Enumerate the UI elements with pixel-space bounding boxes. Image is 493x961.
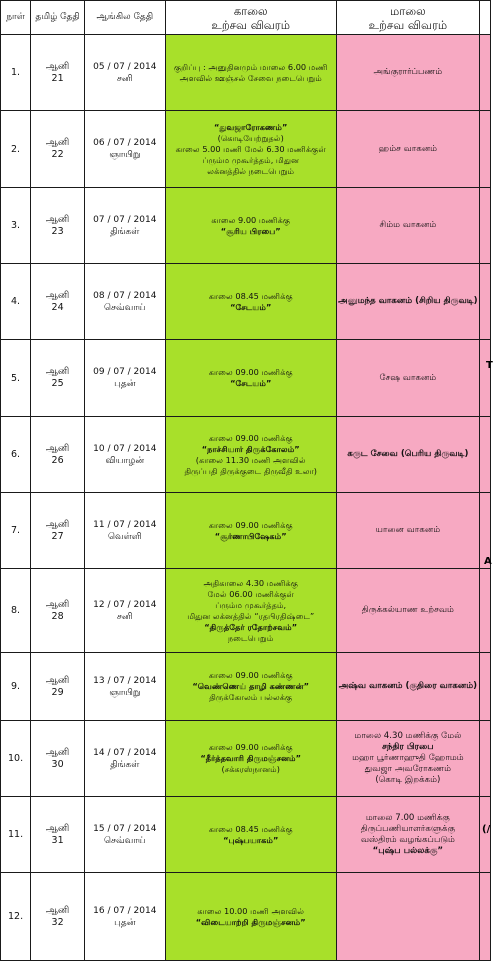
morning-line: “வெண்ணெய் தாழி கண்ணன்” (192, 681, 310, 691)
evening-line: மாலை 7.00 மணிக்கு (365, 812, 450, 823)
cut-column-cell (479, 653, 490, 721)
tamil-month: ஆனி (45, 598, 70, 610)
day-number: 7. (1, 493, 31, 569)
evening-event (336, 417, 479, 493)
morning-event (165, 797, 336, 873)
tamil-day: 22 (51, 149, 64, 160)
day-number: 11. (1, 797, 31, 873)
day-number: 9. (1, 653, 31, 721)
morning-event (165, 264, 336, 340)
cut-column-cell (479, 111, 490, 188)
cut-column-cell (479, 340, 490, 417)
tamil-month: ஆனி (45, 518, 70, 530)
tamil-month: ஆனி (45, 289, 70, 301)
tamil-day: 25 (51, 378, 64, 389)
tamil-day: 21 (51, 72, 64, 84)
evening-line: சேஷ வாகனம் (379, 372, 437, 383)
schedule-row (1, 653, 491, 721)
evening-line: மஹா பூர்ணாஹுதி ஹோமம் (352, 753, 464, 763)
cut-column-cell (479, 35, 490, 111)
right-edge-fragment-3: (/ (482, 824, 491, 835)
schedule-rows (1, 35, 491, 961)
morning-line: (சக்கரஸ்நானம்) (221, 764, 280, 774)
morning-header-line2: உற்சவ விவரம் (211, 17, 290, 32)
tamil-month: ஆனி (45, 822, 70, 834)
weekday: திங்கள் (110, 759, 140, 770)
evening-line: ஹம்ச வாகனம் (378, 143, 438, 154)
cut-column-cell (479, 188, 490, 264)
evening-line: யானை வாகனம் (375, 525, 441, 535)
weekday: சனி (116, 611, 133, 622)
english-date (85, 797, 165, 873)
tamil-day: 28 (51, 610, 64, 622)
english-date (85, 35, 165, 111)
morning-line: அளவில் ஊஞ்சல் சேவை நடைபெறும் (179, 72, 322, 83)
cut-column-cell (479, 721, 490, 797)
morning-line: “சூரிய பிரபை” (220, 225, 281, 236)
morning-line: “துவஜாரோகணம்” (214, 121, 288, 132)
gregorian-date: 08 / 07 / 2014 (93, 290, 157, 301)
day-no-header: நாள் (1, 1, 31, 35)
schedule-row (1, 721, 491, 797)
evening-header-line1: மாலை (390, 3, 426, 18)
tamil-date (31, 569, 85, 653)
morning-line: லக்னத்தில் நடைபெறும் (207, 165, 295, 176)
day-number: 4. (1, 264, 31, 340)
weekday: திங்கள் (110, 226, 140, 237)
english-date-header: ஆங்கில தேதி (85, 1, 165, 35)
morning-line: ப்ரும்ம முகூர்த்தம், மிதுன (202, 154, 300, 165)
gregorian-date: 15 / 07 / 2014 (93, 823, 157, 834)
evening-header (336, 1, 479, 35)
evening-event (336, 569, 479, 653)
schedule-row (1, 797, 491, 873)
day-number: 10. (1, 721, 31, 797)
english-date (85, 264, 165, 340)
cut-column-header (479, 1, 490, 35)
english-date (85, 653, 165, 721)
morning-line: காலை 09.00 மணிக்கு (208, 432, 293, 443)
evening-event (336, 111, 479, 188)
tamil-month: ஆனி (45, 60, 70, 72)
schedule-row (1, 493, 491, 569)
evening-line: அஷ்வ வாகனம் (குதிரை வாகனம்) (338, 681, 478, 691)
morning-line: காலை 10.00 மணி அளவில் (197, 905, 305, 916)
tamil-date (31, 797, 85, 873)
english-date (85, 111, 165, 188)
morning-line: நடைபெறும் (228, 632, 274, 643)
evening-event (336, 797, 479, 873)
gregorian-date: 16 / 07 / 2014 (93, 905, 157, 916)
schedule-row (1, 873, 491, 961)
morning-line: “சேடயம்” (230, 301, 272, 312)
morning-line: காலை 9.00 மணிக்கு (211, 214, 291, 225)
evening-event (336, 721, 479, 797)
morning-event (165, 721, 336, 797)
tamil-date (31, 340, 85, 417)
morning-line: காலை 5.00 மணி மேல் 6.30 மணிக்குள் (175, 143, 326, 154)
evening-line: “புஷ்ப பல்லக்கு” (372, 845, 444, 856)
morning-line: மிதுன லக்னத்தில் “ரதபிரதிஷ்டை” (187, 610, 315, 621)
morning-line: குறிப்பு : அனுதினமும் மாலை 6.00 மணி (173, 61, 328, 72)
evening-line: வஸ்திரம் வழங்கப்படும் (360, 834, 455, 845)
schedule-row (1, 111, 491, 188)
morning-event (165, 111, 336, 188)
schedule-row (1, 264, 491, 340)
evening-event (336, 35, 479, 111)
morning-line: திருப்பதி திருக்குடை திருவீதி உலா) (184, 465, 317, 476)
morning-line: அதிகாலை 4.30 மணிக்கு (203, 577, 298, 588)
header-row (1, 1, 491, 35)
english-date (85, 417, 165, 493)
day-number: 8. (1, 569, 31, 653)
gregorian-date: 11 / 07 / 2014 (93, 519, 157, 530)
morning-event (165, 417, 336, 493)
tamil-date (31, 493, 85, 569)
tamil-date (31, 35, 85, 111)
day-number: 5. (1, 340, 31, 417)
cut-column-cell (479, 569, 490, 653)
tamil-day: 24 (51, 301, 64, 313)
morning-line: காலை 09.00 மணிக்கு (208, 367, 293, 377)
tamil-date (31, 653, 85, 721)
evening-event (336, 188, 479, 264)
gregorian-date: 13 / 07 / 2014 (93, 675, 157, 686)
evening-line: கருட சேவை (பெரிய திருவடி) (347, 449, 469, 459)
gregorian-date: 14 / 07 / 2014 (93, 747, 157, 758)
tamil-day: 27 (51, 530, 64, 542)
english-date (85, 721, 165, 797)
tamil-day: 29 (51, 686, 64, 698)
tamil-date (31, 417, 85, 493)
english-date (85, 873, 165, 961)
english-date (85, 188, 165, 264)
morning-line: ப்ரும்ம முகூர்த்தம், (215, 599, 287, 610)
tamil-date (31, 873, 85, 961)
morning-line: “திருத்தேர் ரதோற்சவம்” (204, 621, 298, 632)
right-edge-fragment-1: T (486, 360, 493, 371)
morning-line: மேல் 06.00 மணிக்குள் (207, 588, 294, 599)
morning-line: (கொடியேற்றுதல்) (217, 132, 284, 143)
tamil-month: ஆனி (45, 442, 70, 454)
morning-line: (காலை 11.30 மணி அளவில் (195, 454, 306, 465)
schedule-row (1, 188, 491, 264)
morning-event (165, 653, 336, 721)
morning-header (165, 1, 336, 35)
tamil-month: ஆனி (45, 746, 70, 758)
tamil-date (31, 188, 85, 264)
morning-event (165, 569, 336, 653)
weekday: ஞாயிறு (109, 150, 141, 160)
evening-line: சந்திர பிரபை (382, 742, 434, 752)
morning-line: காலை 09.00 மணிக்கு (208, 742, 293, 752)
weekday: சனி (116, 73, 133, 84)
gregorian-date: 05 / 07 / 2014 (93, 61, 157, 72)
evening-line: அனுமந்த வாகனம் (சிறிய திருவடி) (338, 296, 478, 306)
weekday: வியாழன் (105, 455, 145, 466)
english-date (85, 569, 165, 653)
english-date (85, 493, 165, 569)
day-number: 2. (1, 111, 31, 188)
evening-event (336, 873, 479, 961)
tamil-day: 26 (51, 454, 64, 466)
day-number: 1. (1, 35, 31, 111)
day-number: 6. (1, 417, 31, 493)
evening-event (336, 653, 479, 721)
weekday: செவ்வாய் (103, 835, 146, 846)
weekday: புதன் (114, 917, 136, 928)
schedule-row (1, 340, 491, 417)
english-date (85, 340, 165, 417)
gregorian-date: 07 / 07 / 2014 (93, 214, 157, 225)
morning-line: “சூர்ணாபிஷேகம்” (214, 530, 287, 541)
day-number: 3. (1, 188, 31, 264)
morning-line: காலை 09.00 மணிக்கு (208, 670, 293, 680)
tamil-month: ஆனி (45, 213, 70, 225)
gregorian-date: 09 / 07 / 2014 (93, 367, 157, 377)
morning-event (165, 873, 336, 961)
weekday: புதன் (114, 379, 136, 389)
morning-line: “புஷ்பயாகம்” (223, 834, 279, 845)
evening-line: திருப்பணியாளர்களுக்கு (360, 823, 456, 834)
right-edge-fragment-2: A (484, 556, 492, 567)
morning-line: திருக்கோலம் பல்லக்கு (209, 692, 293, 702)
weekday: வெள்ளி (107, 531, 142, 542)
tamil-month: ஆனி (45, 137, 70, 148)
morning-line: “சேடயம்” (230, 378, 272, 388)
schedule-row (1, 569, 491, 653)
evening-header-line2: உற்சவ விவரம் (368, 17, 448, 32)
evening-event (336, 264, 479, 340)
morning-line: காலை 08.45 மணிக்கு (208, 290, 293, 301)
gregorian-date: 06 / 07 / 2014 (93, 138, 157, 148)
tamil-month: ஆனி (45, 366, 70, 377)
cut-column-cell (479, 873, 490, 961)
schedule-row (1, 35, 491, 111)
morning-event (165, 493, 336, 569)
tamil-month: ஆனி (45, 904, 70, 916)
morning-event (165, 188, 336, 264)
evening-line: (கொடி இறக்கம்) (375, 775, 441, 785)
gregorian-date: 12 / 07 / 2014 (93, 599, 157, 610)
tamil-day: 23 (51, 225, 64, 237)
day-number: 12. (1, 873, 31, 961)
morning-line: காலை 08.45 மணிக்கு (208, 823, 293, 834)
evening-event (336, 340, 479, 417)
evening-event (336, 493, 479, 569)
evening-line: அங்குரார்ப்பணம் (373, 67, 443, 77)
evening-line: துவஜா அவரோகணம் (364, 764, 451, 774)
tamil-date (31, 111, 85, 188)
tamil-date (31, 721, 85, 797)
morning-event (165, 340, 336, 417)
weekday: ஞாயிறு (109, 687, 141, 698)
tamil-date (31, 264, 85, 340)
evening-line: திருக்கல்யாண உற்சவம் (361, 605, 454, 615)
morning-header-line1: காலை (233, 3, 268, 18)
morning-line: “விடையாற்றி திருமஞ்சனம்” (195, 916, 306, 927)
evening-line: சிம்ம வாகனம் (379, 220, 437, 230)
schedule-row (1, 417, 491, 493)
evening-line: மாலை 4.30 மணிக்கு மேல் (354, 731, 462, 741)
morning-line: “நாச்சியார் திருக்கோலம்” (201, 443, 300, 454)
cut-column-cell (479, 264, 490, 340)
tamil-day: 31 (51, 834, 64, 846)
morning-event (165, 35, 336, 111)
tamil-month: ஆனி (45, 674, 70, 686)
morning-line: காலை 09.00 மணிக்கு (208, 519, 293, 530)
morning-line: “தீர்த்தவாரி திருமஞ்சனம்” (200, 753, 302, 763)
tamil-date-header: தமிழ் தேதி (31, 1, 85, 35)
gregorian-date: 10 / 07 / 2014 (93, 443, 157, 454)
cut-column-cell (479, 417, 490, 493)
tamil-day: 30 (51, 758, 64, 770)
weekday: செவ்வாய் (103, 302, 146, 313)
tamil-day: 32 (51, 916, 64, 928)
